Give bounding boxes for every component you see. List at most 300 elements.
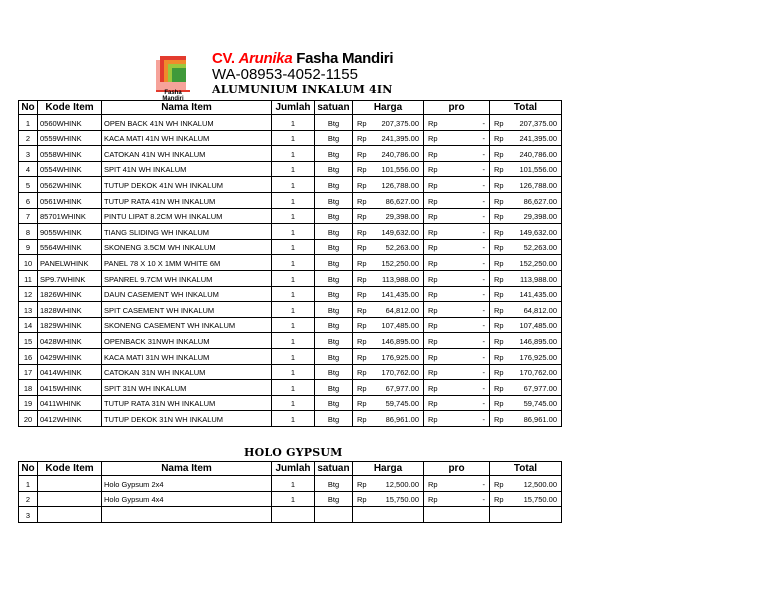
cell-kode: 0558WHINK (38, 146, 102, 162)
cell-pro (424, 115, 490, 131)
cell-nama: OPENBACK 31NWH INKALUM (102, 333, 272, 349)
cell-satuan: Btg (315, 270, 353, 286)
currency-label: Rp (494, 290, 504, 300)
cell-jumlah: 1 (272, 239, 315, 255)
cell-pro (424, 239, 490, 255)
currency-label: Rp (494, 165, 504, 175)
pro-value: - (482, 196, 485, 206)
currency-label: Rp (428, 368, 438, 378)
cell-kode: 5564WHINK (38, 239, 102, 255)
table-row (19, 286, 562, 302)
table-row (19, 130, 562, 146)
cell-total (490, 507, 562, 523)
cell-total (490, 476, 562, 492)
cell-pro (424, 255, 490, 271)
harga-value: 152,250.00 (381, 258, 419, 268)
currency-label: Rp (357, 414, 367, 424)
col-header-jumlah: Jumlah (272, 462, 315, 476)
currency-label: Rp (428, 352, 438, 362)
cell-pro (424, 270, 490, 286)
currency-label: Rp (494, 479, 504, 489)
col-header-harga: Harga (353, 101, 424, 115)
cell-kode: 0562WHINK (38, 177, 102, 193)
table-header-row (19, 462, 562, 476)
cell-total (490, 333, 562, 349)
cell-nama: Holo Gypsum 2x4 (102, 476, 272, 492)
cell-jumlah: 1 (272, 192, 315, 208)
cell-harga (353, 255, 424, 271)
harga-value: 107,485.00 (381, 321, 419, 331)
currency-label: Rp (494, 305, 504, 315)
cell-satuan: Btg (315, 239, 353, 255)
cell-total (490, 270, 562, 286)
cell-satuan: Btg (315, 491, 353, 507)
pro-value: - (482, 227, 485, 237)
cell-nama: TUTUP RATA 31N WH INKALUM (102, 395, 272, 411)
cell-no: 9 (19, 239, 38, 255)
pro-value: - (482, 383, 485, 393)
harga-value: 12,500.00 (385, 479, 419, 489)
currency-label: Rp (428, 196, 438, 206)
harga-value: 15,750.00 (385, 495, 419, 505)
cell-kode: 0561WHINK (38, 192, 102, 208)
cell-nama: TUTUP DEKOK 31N WH INKALUM (102, 411, 272, 427)
cell-no: 1 (19, 476, 38, 492)
currency-label: Rp (357, 383, 367, 393)
table-row (19, 395, 562, 411)
cell-kode: 0415WHINK (38, 380, 102, 396)
cell-satuan: Btg (315, 380, 353, 396)
currency-label: Rp (428, 479, 438, 489)
currency-label: Rp (357, 258, 367, 268)
currency-label: Rp (428, 383, 438, 393)
currency-label: Rp (494, 383, 504, 393)
cell-no: 20 (19, 411, 38, 427)
cell-kode: 1826WHINK (38, 286, 102, 302)
col-header-total: Total (490, 462, 562, 476)
cell-kode (38, 491, 102, 507)
cell-harga (353, 115, 424, 131)
total-value: 101,556.00 (519, 165, 557, 175)
cell-pro (424, 130, 490, 146)
col-header-pro: pro (424, 101, 490, 115)
harga-value: 59,745.00 (385, 399, 419, 409)
cell-total (490, 192, 562, 208)
cell-total (490, 115, 562, 131)
cell-total (490, 286, 562, 302)
cell-satuan: Btg (315, 395, 353, 411)
cell-jumlah: 1 (272, 146, 315, 162)
pro-value: - (482, 399, 485, 409)
cell-satuan: Btg (315, 146, 353, 162)
currency-label: Rp (428, 274, 438, 284)
currency-label: Rp (357, 495, 367, 505)
total-value: 12,500.00 (523, 479, 557, 489)
cell-total (490, 491, 562, 507)
cell-harga (353, 270, 424, 286)
cell-pro (424, 507, 490, 523)
cell-satuan: Btg (315, 255, 353, 271)
pro-value: - (482, 414, 485, 424)
cell-pro (424, 317, 490, 333)
total-value: 86,961.00 (523, 414, 557, 424)
cell-harga (353, 224, 424, 240)
cell-total (490, 224, 562, 240)
cell-harga (353, 177, 424, 193)
table-row (19, 507, 562, 523)
currency-label: Rp (494, 118, 504, 128)
cell-satuan: Btg (315, 333, 353, 349)
cell-pro (424, 411, 490, 427)
cell-total (490, 317, 562, 333)
col-header-nama: Nama Item (102, 101, 272, 115)
cell-total (490, 348, 562, 364)
harga-value: 113,988.00 (382, 274, 419, 284)
currency-label: Rp (494, 149, 504, 159)
table-row (19, 364, 562, 380)
harga-value: 86,961.00 (385, 414, 419, 424)
cell-satuan: Btg (315, 348, 353, 364)
cell-satuan: Btg (315, 411, 353, 427)
cell-jumlah: 1 (272, 177, 315, 193)
cell-jumlah: 1 (272, 491, 315, 507)
cell-total (490, 239, 562, 255)
cell-no: 17 (19, 364, 38, 380)
pro-value: - (482, 243, 485, 253)
table-row (19, 491, 562, 507)
currency-label: Rp (494, 399, 504, 409)
pro-value: - (482, 165, 485, 175)
col-header-no: No (19, 462, 38, 476)
col-header-kode: Kode Item (38, 101, 102, 115)
cell-jumlah: 1 (272, 224, 315, 240)
cell-kode (38, 507, 102, 523)
cell-nama (102, 507, 272, 523)
cell-total (490, 255, 562, 271)
total-value: 59,745.00 (523, 399, 557, 409)
cell-kode: 0428WHINK (38, 333, 102, 349)
currency-label: Rp (428, 495, 438, 505)
currency-label: Rp (428, 305, 438, 315)
pro-value: - (482, 495, 485, 505)
cell-jumlah: 1 (272, 115, 315, 131)
cell-pro (424, 286, 490, 302)
currency-label: Rp (428, 165, 438, 175)
cell-no: 16 (19, 348, 38, 364)
cell-harga (353, 130, 424, 146)
currency-label: Rp (357, 479, 367, 489)
cell-jumlah: 1 (272, 364, 315, 380)
currency-label: Rp (428, 290, 438, 300)
total-value: 146,895.00 (519, 336, 557, 346)
cell-jumlah: 1 (272, 317, 315, 333)
cell-harga (353, 208, 424, 224)
cell-nama: OPEN BACK 41N WH INKALUM (102, 115, 272, 131)
cell-satuan: Btg (315, 476, 353, 492)
cell-no: 6 (19, 192, 38, 208)
cell-pro (424, 476, 490, 492)
harga-value: 207,375.00 (381, 118, 419, 128)
harga-value: 86,627.00 (385, 196, 419, 206)
currency-label: Rp (357, 399, 367, 409)
cell-no: 13 (19, 302, 38, 318)
cell-no: 15 (19, 333, 38, 349)
col-header-kode: Kode Item (38, 462, 102, 476)
cell-harga (353, 476, 424, 492)
total-value: 64,812.00 (523, 305, 557, 315)
currency-label: Rp (357, 212, 367, 222)
currency-label: Rp (494, 212, 504, 222)
total-value: 52,263.00 (523, 243, 557, 253)
cell-total (490, 302, 562, 318)
cell-no: 14 (19, 317, 38, 333)
total-value: 141,435.00 (519, 290, 557, 300)
currency-label: Rp (428, 149, 438, 159)
cell-satuan: Btg (315, 177, 353, 193)
table-row (19, 177, 562, 193)
cell-harga (353, 161, 424, 177)
pro-value: - (482, 118, 485, 128)
pro-value: - (482, 321, 485, 331)
cell-harga (353, 364, 424, 380)
cell-jumlah: 1 (272, 476, 315, 492)
cell-no: 3 (19, 146, 38, 162)
total-value: 170,762.00 (519, 368, 557, 378)
table-row (19, 317, 562, 333)
table-row (19, 192, 562, 208)
table-row (19, 411, 562, 427)
table-row (19, 224, 562, 240)
cell-satuan: Btg (315, 302, 353, 318)
cell-nama: PANEL 78 X 10 X 1MM WHITE 6M (102, 255, 272, 271)
currency-label: Rp (357, 336, 367, 346)
col-header-harga: Harga (353, 462, 424, 476)
currency-label: Rp (357, 180, 367, 190)
cell-jumlah: 1 (272, 333, 315, 349)
harga-value: 170,762.00 (381, 368, 419, 378)
cell-no: 12 (19, 286, 38, 302)
cell-total (490, 177, 562, 193)
cell-harga (353, 491, 424, 507)
pro-value: - (482, 274, 485, 284)
pro-value: - (482, 305, 485, 315)
cell-satuan (315, 507, 353, 523)
cell-satuan: Btg (315, 208, 353, 224)
cell-kode: 1828WHINK (38, 302, 102, 318)
cell-pro (424, 146, 490, 162)
cell-pro (424, 177, 490, 193)
currency-label: Rp (494, 368, 504, 378)
price-table-alumunium (18, 100, 562, 427)
cell-no: 1 (19, 115, 38, 131)
currency-label: Rp (428, 258, 438, 268)
company-name (212, 50, 393, 67)
table-row (19, 115, 562, 131)
currency-label: Rp (357, 290, 367, 300)
cell-kode: 9055WHINK (38, 224, 102, 240)
table-row (19, 146, 562, 162)
pro-value: - (482, 336, 485, 346)
logo-caption: Fasha Mandiri (162, 90, 184, 102)
cell-total (490, 395, 562, 411)
cell-jumlah: 1 (272, 302, 315, 318)
table-row (19, 208, 562, 224)
cell-jumlah: 1 (272, 270, 315, 286)
cell-satuan: Btg (315, 317, 353, 333)
currency-label: Rp (357, 196, 367, 206)
cell-harga (353, 317, 424, 333)
cell-no: 18 (19, 380, 38, 396)
total-value: 149,632.00 (519, 227, 557, 237)
currency-label: Rp (428, 414, 438, 424)
currency-label: Rp (494, 243, 504, 253)
cell-nama: SKONENG CASEMENT WH INKALUM (102, 317, 272, 333)
currency-label: Rp (428, 399, 438, 409)
harga-value: 176,925.00 (381, 352, 419, 362)
price-table-holo-gypsum (18, 461, 562, 523)
total-value: 207,375.00 (519, 118, 557, 128)
cell-satuan: Btg (315, 115, 353, 131)
cell-harga (353, 146, 424, 162)
cell-kode: 0412WHINK (38, 411, 102, 427)
cell-pro (424, 395, 490, 411)
cell-no: 5 (19, 177, 38, 193)
currency-label: Rp (428, 180, 438, 190)
cell-nama: TUTUP RATA 41N WH INKALUM (102, 192, 272, 208)
harga-value: 29,398.00 (385, 212, 419, 222)
cell-nama: DAUN CASEMENT WH INKALUM (102, 286, 272, 302)
pro-value: - (482, 212, 485, 222)
currency-label: Rp (494, 495, 504, 505)
currency-label: Rp (494, 321, 504, 331)
harga-value: 101,556.00 (381, 165, 419, 175)
currency-label: Rp (428, 227, 438, 237)
cell-nama: KACA MATI 31N WH INKALUM (102, 348, 272, 364)
cell-no: 19 (19, 395, 38, 411)
harga-value: 64,812.00 (385, 305, 419, 315)
currency-label: Rp (357, 149, 367, 159)
col-header-pro: pro (424, 462, 490, 476)
cell-no: 10 (19, 255, 38, 271)
cell-jumlah: 1 (272, 208, 315, 224)
cell-total (490, 364, 562, 380)
total-value: 241,395.00 (519, 134, 557, 144)
cell-jumlah: 1 (272, 130, 315, 146)
currency-label: Rp (357, 165, 367, 175)
harga-value: 126,788.00 (381, 180, 419, 190)
cell-harga (353, 395, 424, 411)
cell-nama: KACA MATI 41N WH INKALUM (102, 130, 272, 146)
cell-jumlah: 1 (272, 286, 315, 302)
currency-label: Rp (357, 305, 367, 315)
currency-label: Rp (357, 243, 367, 253)
cell-nama: Holo Gypsum 4x4 (102, 491, 272, 507)
cell-jumlah (272, 507, 315, 523)
cell-pro (424, 208, 490, 224)
cell-pro (424, 192, 490, 208)
pro-value: - (482, 368, 485, 378)
col-header-jumlah: Jumlah (272, 101, 315, 115)
currency-label: Rp (494, 134, 504, 144)
cell-jumlah: 1 (272, 348, 315, 364)
currency-label: Rp (494, 180, 504, 190)
company-prefix: CV. (212, 50, 239, 67)
col-header-satuan: satuan (315, 462, 353, 476)
pro-value: - (482, 134, 485, 144)
table-row (19, 302, 562, 318)
col-header-total: Total (490, 101, 562, 115)
currency-label: Rp (428, 212, 438, 222)
total-value: 176,925.00 (519, 352, 557, 362)
cell-satuan: Btg (315, 224, 353, 240)
cell-jumlah: 1 (272, 161, 315, 177)
cell-pro (424, 224, 490, 240)
total-value: 107,485.00 (519, 321, 557, 331)
cell-pro (424, 333, 490, 349)
cell-total (490, 130, 562, 146)
cell-no: 3 (19, 507, 38, 523)
cell-pro (424, 364, 490, 380)
currency-label: Rp (357, 321, 367, 331)
cell-pro (424, 161, 490, 177)
currency-label: Rp (494, 352, 504, 362)
cell-jumlah: 1 (272, 411, 315, 427)
cell-harga (353, 333, 424, 349)
currency-label: Rp (428, 118, 438, 128)
cell-kode (38, 476, 102, 492)
currency-label: Rp (357, 368, 367, 378)
currency-label: Rp (494, 336, 504, 346)
total-value: 29,398.00 (523, 212, 557, 222)
table-row (19, 380, 562, 396)
pro-value: - (482, 290, 485, 300)
cell-no: 2 (19, 130, 38, 146)
total-value: 113,988.00 (520, 274, 557, 284)
cell-no: 7 (19, 208, 38, 224)
pro-value: - (482, 352, 485, 362)
cell-kode: 0554WHINK (38, 161, 102, 177)
cell-harga (353, 411, 424, 427)
table-row (19, 333, 562, 349)
cell-harga (353, 507, 424, 523)
currency-label: Rp (494, 196, 504, 206)
cell-harga (353, 348, 424, 364)
company-phone: WA-08953-4052-1155 (212, 66, 358, 83)
total-value: 240,786.00 (519, 149, 557, 159)
currency-label: Rp (428, 321, 438, 331)
cell-kode: 0411WHINK (38, 395, 102, 411)
harga-value: 146,895.00 (381, 336, 419, 346)
cell-nama: TIANG SLIDING WH INKALUM (102, 224, 272, 240)
cell-nama: CATOKAN 31N WH INKALUM (102, 364, 272, 380)
cell-kode: 1829WHINK (38, 317, 102, 333)
cell-harga (353, 192, 424, 208)
cell-no: 11 (19, 270, 38, 286)
currency-label: Rp (494, 227, 504, 237)
cell-pro (424, 302, 490, 318)
cell-nama: SPIT 41N WH INKALUM (102, 161, 272, 177)
cell-kode: 0429WHINK (38, 348, 102, 364)
cell-satuan: Btg (315, 286, 353, 302)
total-value: 67,977.00 (523, 383, 557, 393)
table-header-row (19, 101, 562, 115)
cell-kode: 85701WHINK (38, 208, 102, 224)
currency-label: Rp (428, 134, 438, 144)
currency-label: Rp (357, 227, 367, 237)
cell-kode: 0559WHINK (38, 130, 102, 146)
harga-value: 52,263.00 (385, 243, 419, 253)
cell-no: 4 (19, 161, 38, 177)
